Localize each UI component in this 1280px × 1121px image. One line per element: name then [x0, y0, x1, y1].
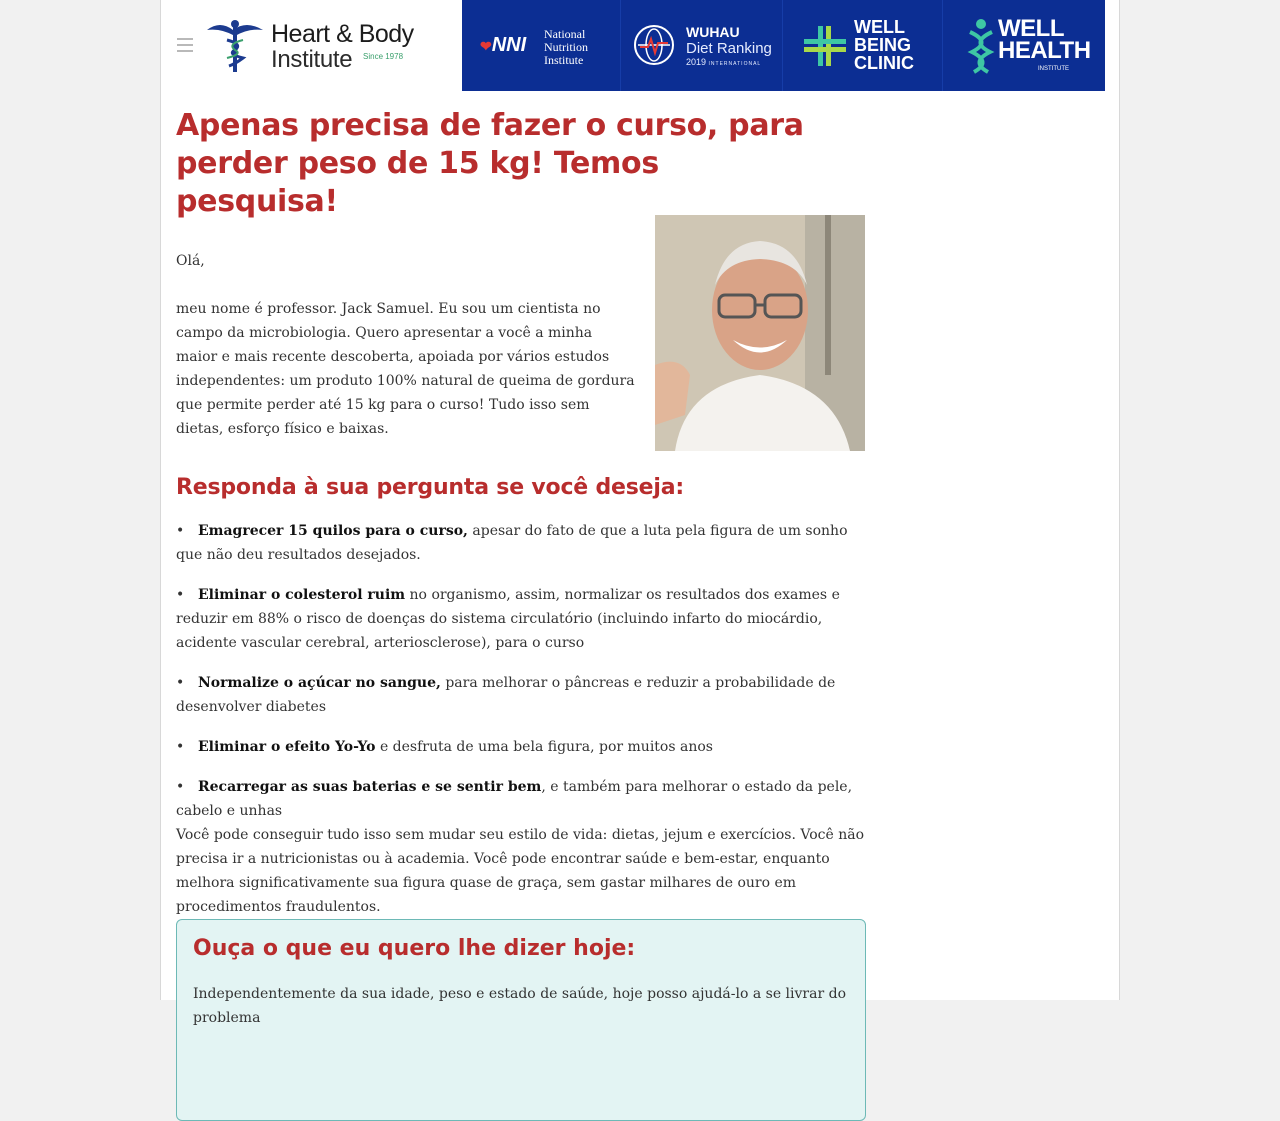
highlight-text: Independentemente da sua idade, peso e estado de saúde, hoje posso ajudá-lo a se livrar do problema: [193, 986, 846, 1026]
partner-nni[interactable]: [462, 0, 621, 91]
list-item: • Eliminar o colesterol ruim no organismo, assim, normalizar os resultados dos exames e reduzir em 88% o risco de doenças do sistema circulatório (incluindo infarto do miocárdio, acidente vascular cerebral, arteriosclerose), para o curso: [176, 587, 840, 651]
benefits-heading: Responda à sua pergunta se você deseja:: [176, 475, 684, 500]
well-health-tag: INSTITUTE: [1038, 66, 1069, 72]
list-item: • Recarregar as suas baterias e se sentir bem, e também para melhorar o estado da pele, cabelo e unhas: [176, 779, 853, 819]
wuhau-year: 2019 INTERNATIONAL: [686, 57, 762, 67]
professor-photo: [655, 215, 865, 451]
page: [160, 0, 1120, 1026]
nni-label: National Nutrition Institute: [544, 27, 588, 67]
partner-wuhau[interactable]: [620, 0, 783, 91]
outro-paragraph: Você pode conseguir tudo isso sem mudar seu estilo de vida: dietas, jejum e exercícios. Você não precisa ir a nutricionistas ou à academia. Você pode encontrar saúde e bem-estar, enquanto melhora significativamente sua figura quase de graça, sem gastar milhares de ouro em procedimentos fraudulentos.: [176, 827, 865, 915]
partner-well-health[interactable]: [942, 0, 1105, 91]
site-header: [161, 0, 1105, 91]
cross-icon: [804, 26, 846, 66]
highlight-heading: Ouça o que eu quero lhe dizer hoje:: [193, 936, 636, 961]
hamburger-icon[interactable]: [177, 38, 193, 52]
well-being-clinic-text: WELL BEING CLINIC: [854, 17, 914, 73]
logo-line-1: Heart & Body: [271, 20, 414, 48]
partner-logos-bar: [462, 0, 1105, 91]
caduceus-icon: [205, 18, 265, 74]
list-item: • Eliminar o efeito Yo-Yo e desfruta de uma bela figura, por muitos anos: [176, 739, 713, 755]
wuhau-title: WUHAU: [686, 24, 740, 40]
nni-logo-mark: ❤NNI: [480, 34, 527, 56]
article-title: Apenas precisa de fazer o curso, para perder peso de 15 kg! Temos pesquisa!: [176, 108, 804, 219]
logo-since: Since 1978: [363, 52, 404, 61]
person-dna-icon: [966, 18, 996, 72]
header-brand-area: [161, 0, 462, 91]
greeting: Olá,: [176, 253, 205, 269]
site-logo[interactable]: [205, 18, 455, 74]
logo-line-2: Institute: [271, 46, 353, 73]
highlight-box: [176, 919, 866, 1121]
globe-icon: [634, 25, 674, 65]
well-health-text: WELL HEALTH: [998, 15, 1091, 64]
list-item: • Normalize o açúcar no sangue, para melhorar o pâncreas e reduzir a probabilidade de desenvolver diabetes: [176, 675, 836, 715]
wuhau-subtitle: Diet Ranking: [686, 40, 772, 57]
intro-paragraph: meu nome é professor. Jack Samuel. Eu sou um cientista no campo da microbiologia. Quero apresentar a você a minha maior e mais recente descoberta, apoiada por vários estudos independentes: um produto 100% natural de queima de gordura que permite perder até 15 kg para o curso! Tudo isso sem dietas, esforço físico e baixas.: [176, 301, 635, 437]
partner-well-being-clinic[interactable]: [782, 0, 943, 91]
list-item: • Emagrecer 15 quilos para o curso, apesar do fato de que a luta pela figura de um sonho que não deu resultados desejados.: [176, 523, 848, 563]
benefits-list: [176, 519, 866, 839]
heart-icon: ❤: [480, 38, 492, 54]
